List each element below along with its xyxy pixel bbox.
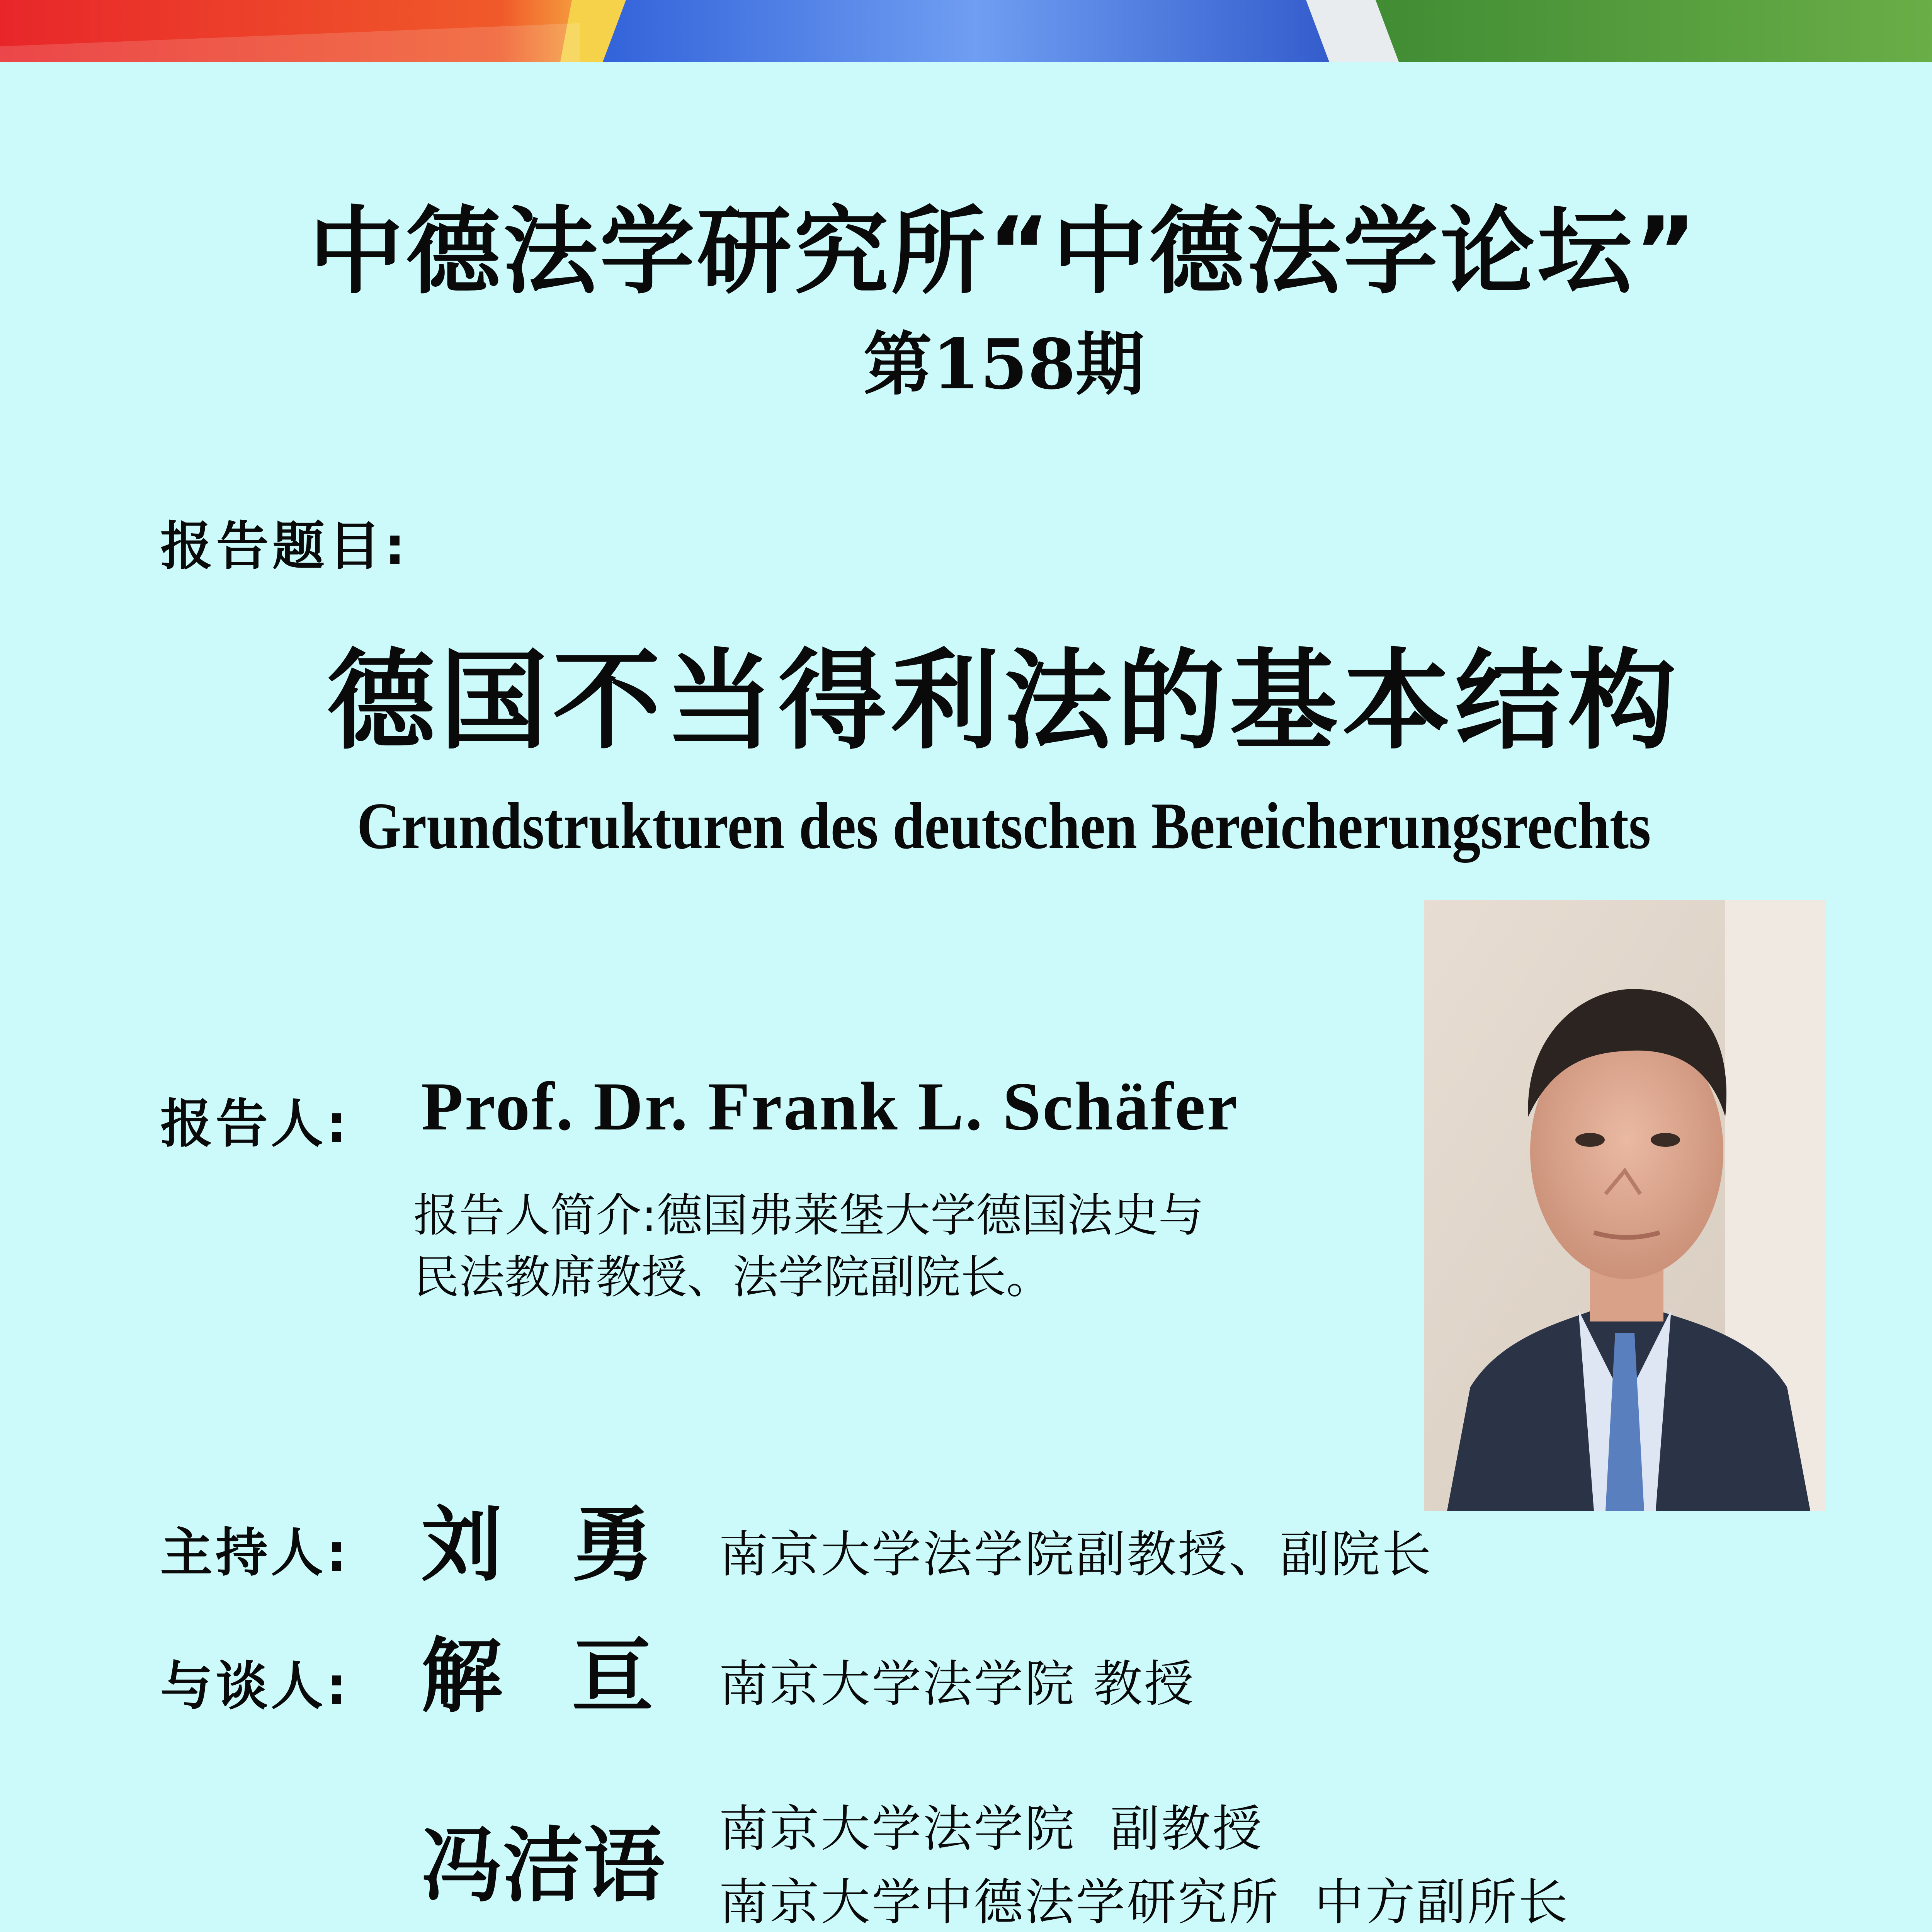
- discussant-name: 解亘: [421, 1629, 723, 1724]
- topic-title-german: Grundstrukturen des deutschen Bereicherungsrechts: [357, 789, 1651, 863]
- discussant-label: 与谈人:: [160, 1656, 350, 1716]
- discussant-affiliation-line-1: 南京大学法学院 副教授: [719, 1800, 1264, 1858]
- host-name: 刘勇: [421, 1498, 723, 1592]
- forum-title: 中德法学研究所“中德法学论坛”: [309, 197, 1699, 307]
- topic-label: 报告题目:: [160, 516, 409, 577]
- topic-title-chinese: 德国不当得利法的基本结构: [327, 638, 1681, 764]
- host-affiliation: 南京大学法学院副教授、副院长: [719, 1526, 1433, 1583]
- speaker-name: Prof. Dr. Frank L. Schäfer: [421, 1068, 1239, 1145]
- discussant-name: 冯洁语: [421, 1818, 665, 1913]
- discussant-affiliation: 南京大学法学院 教授: [719, 1655, 1195, 1713]
- discussant-affiliation-line-2: 南京大学中德法学研究所 中方副所长: [719, 1874, 1570, 1931]
- speaker-bio-line-1: 报告人简介:德国弗莱堡大学德国法史与: [413, 1189, 1204, 1242]
- host-label: 主持人:: [160, 1522, 350, 1583]
- speaker-photo: [1424, 900, 1826, 1511]
- speaker-bio-line-2: 民法教席教授、法学院副院长。: [413, 1250, 1052, 1304]
- issue-number: 第158期: [863, 324, 1145, 405]
- top-decorative-band: [0, 0, 1932, 62]
- speaker-label: 报告人:: [160, 1094, 350, 1154]
